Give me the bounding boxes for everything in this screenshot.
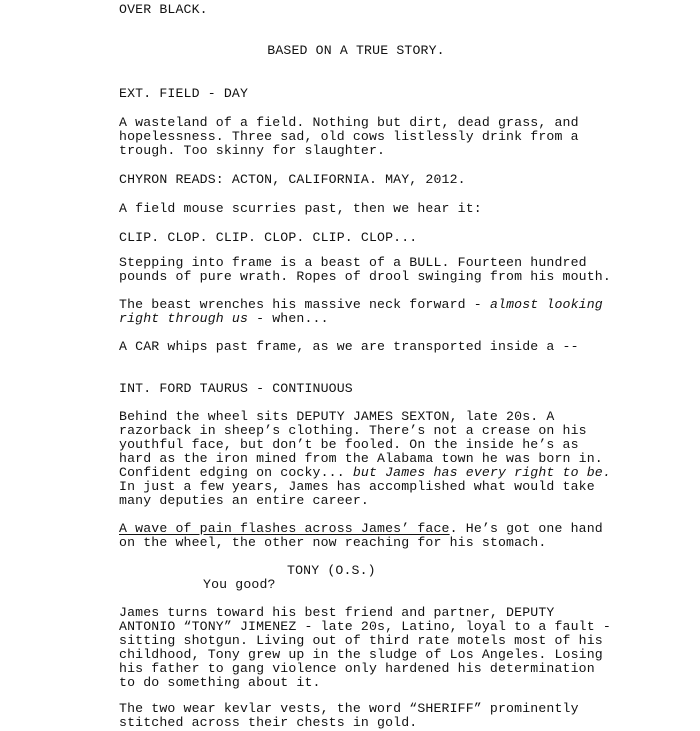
action-line: on the wheel, the other now reaching for his stomach. — [119, 535, 547, 550]
action-line: In just a few years, James has accomplished what would take — [119, 479, 595, 494]
action-line: razorback in sheep’s clothing. There’s not a crease on his — [119, 423, 587, 438]
italic-text: right through us — [119, 311, 249, 326]
action-text: The beast wrenches his massive neck forward - — [119, 297, 490, 312]
scene-heading-car: INT. FORD TAURUS - CONTINUOUS — [119, 381, 353, 396]
dialogue-line: You good? — [203, 577, 276, 592]
action-text: - when... — [248, 311, 329, 326]
action-line: Stepping into frame is a beast of a BULL. Fourteen hundred — [119, 255, 587, 270]
action-line: James turns toward his best friend and partner, DEPUTY — [119, 605, 555, 620]
action-line: childhood, Tony grew up in the sludge of Los Angeles. Losing — [119, 647, 603, 662]
action-line: Behind the wheel sits DEPUTY JAMES SEXTON, late 20s. A — [119, 409, 555, 424]
action-line: his father to gang violence only hardened his determination — [119, 661, 595, 676]
action-line: youthful face, but don’t be fooled. On the inside he’s as — [119, 437, 579, 452]
italic-text: but James has every right to be. — [352, 465, 611, 480]
scene-heading-field: EXT. FIELD - DAY — [119, 86, 249, 101]
action-line: A field mouse scurries past, then we hear it: — [119, 201, 482, 216]
action-line — [119, 312, 329, 327]
chyron-line: CHYRON READS: ACTON, CALIFORNIA. MAY, 2012. — [119, 172, 466, 187]
action-line: pounds of pure wrath. Ropes of drool swinging from his mouth. — [119, 269, 611, 284]
action-line: The two wear kevlar vests, the word “SHERIFF” prominently — [119, 701, 579, 716]
action-line: sitting shotgun. Living out of third rate motels most of his — [119, 633, 603, 648]
action-line: hopelessness. Three sad, old cows listlessly drink from a — [119, 129, 579, 144]
action-text: Confident edging on cocky... — [119, 465, 353, 480]
title-card: BASED ON A TRUE STORY. — [267, 43, 445, 58]
action-text: . He’s got one hand — [449, 521, 603, 536]
underlined-text: A wave of pain flashes across James’ face — [119, 521, 450, 536]
action-line: trough. Too skinny for slaughter. — [119, 143, 386, 158]
action-line: many deputies an entire career. — [119, 493, 369, 508]
italic-text: almost looking — [489, 297, 603, 312]
action-line: hard as the iron mined from the Alabama town he was born in. — [119, 451, 603, 466]
action-line: A wasteland of a field. Nothing but dirt, dead grass, and — [119, 115, 579, 130]
action-line: A CAR whips past frame, as we are transported inside a -- — [119, 339, 579, 354]
action-line: ANTONIO “TONY” JIMENEZ - late 20s, Latino, loyal to a fault - — [119, 619, 611, 634]
action-line: stitched across their chests in gold. — [119, 715, 418, 730]
sound-line: CLIP. CLOP. CLIP. CLOP. CLIP. CLOP... — [119, 230, 418, 245]
action-line: to do something about it. — [119, 675, 321, 690]
transition-line: OVER BLACK. — [119, 2, 208, 17]
character-cue: TONY (O.S.) — [287, 563, 376, 578]
